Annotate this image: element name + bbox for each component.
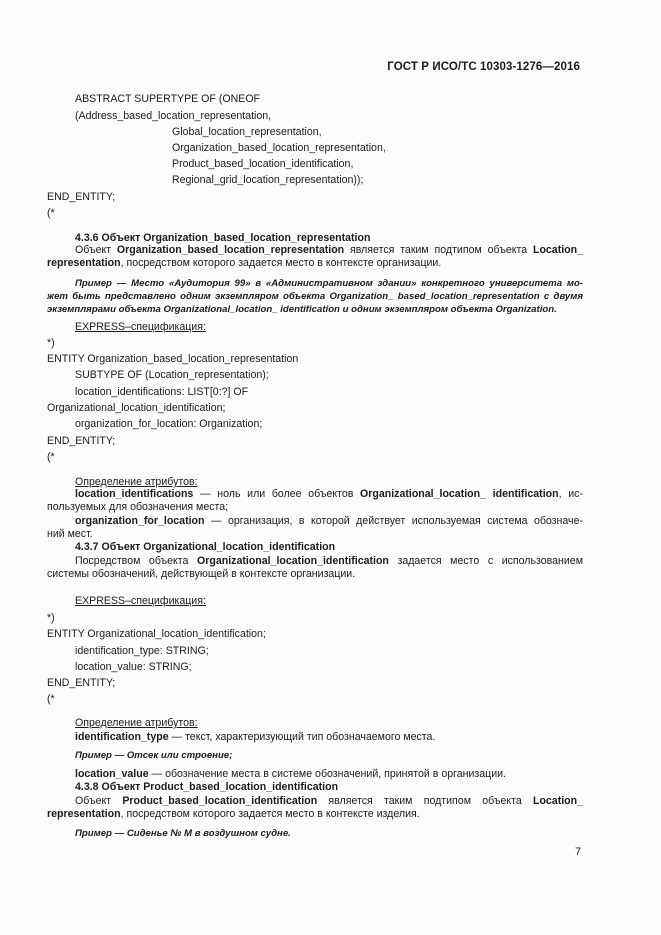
code-line: identification_type: STRING; bbox=[75, 645, 209, 657]
attribute-line: ний мест. bbox=[47, 528, 93, 540]
code-line: (* bbox=[47, 207, 55, 219]
express-spec-label: EXPRESS–спецификация: bbox=[75, 321, 206, 333]
paragraph-line: системы обозначений, действующей в контексте организации. bbox=[47, 568, 356, 580]
code-line: location_value: STRING; bbox=[75, 661, 192, 673]
code-line: SUBTYPE OF (Location_representation); bbox=[75, 369, 269, 381]
page-number: 7 bbox=[575, 846, 581, 858]
code-line: location_identifications: LIST[0:?] OF bbox=[75, 386, 249, 398]
attribute-line: identification_type — текст, характеризующий тип обозначаемого места. bbox=[75, 731, 436, 743]
section-heading: 4.3.7 Объект Organizational_location_identification bbox=[75, 541, 336, 553]
code-line: ABSTRACT SUPERTYPE OF (ONEOF bbox=[75, 93, 261, 105]
code-line: (* bbox=[47, 451, 55, 463]
document-header: ГОСТ Р ИСО/ТС 10303-1276—2016 bbox=[387, 61, 580, 73]
code-line: Organization_based_location_representation, bbox=[172, 142, 386, 154]
attribute-line: organization_for_location — организация, в которой действует используемая система обозначе- bbox=[75, 515, 583, 527]
paragraph-line: representation, посредством которого задается место в контексте изделия. bbox=[47, 808, 420, 820]
attribute-line: location_value — обозначение места в системе обозначений, принятой в организации. bbox=[75, 768, 506, 780]
code-line: organization_for_location: Organization; bbox=[75, 418, 263, 430]
code-line: END_ENTITY; bbox=[47, 677, 116, 689]
attribute-line: location_identifications — ноль или более объектов Organizational_location_ identification, ис- bbox=[75, 488, 583, 500]
code-line: END_ENTITY; bbox=[47, 435, 116, 447]
code-line: (Address_based_location_representation, bbox=[75, 110, 272, 122]
example-line: Пример — Отсек или строение; bbox=[75, 750, 233, 761]
example-line: жет быть представлено одним экземпляром объекта Organization_ based_location_representation с двумя bbox=[47, 291, 583, 302]
paragraph-line: Посредством объекта Organizational_location_identification задается место с использованием bbox=[75, 555, 583, 567]
paragraph-line: representation, посредством которого задается место в контексте организации. bbox=[47, 257, 442, 269]
section-heading: 4.3.8 Объект Product_based_location_identification bbox=[75, 781, 339, 793]
paragraph-line: Объект Organization_based_location_representation является таким подтипом объекта Location_ bbox=[75, 244, 583, 256]
example-line: Пример — Место «Аудитория 99» в «Административном здании» конкретного университета мо- bbox=[75, 278, 583, 289]
code-line: Organizational_location_identification; bbox=[47, 402, 226, 414]
code-line: ENTITY Organizational_location_identification; bbox=[47, 628, 266, 640]
paragraph-line: Объект Product_based_location_identification является таким подтипом объекта Location_ bbox=[75, 795, 583, 807]
code-line: *) bbox=[47, 612, 55, 624]
code-line: ENTITY Organization_based_location_representation bbox=[47, 353, 299, 365]
code-line: (* bbox=[47, 693, 55, 705]
code-line: *) bbox=[47, 337, 55, 349]
code-line: END_ENTITY; bbox=[47, 191, 116, 203]
example-line: Пример — Сиденье № М в воздушном судне. bbox=[75, 828, 291, 839]
code-line: Product_based_location_identification, bbox=[172, 158, 354, 170]
code-line: Regional_grid_location_representation)); bbox=[172, 174, 364, 186]
attribute-line: пользуемых для обозначения места; bbox=[47, 501, 229, 513]
code-line: Global_location_representation, bbox=[172, 126, 322, 138]
example-line: экземплярами объекта Organizational_location_ identification и одним экземпляром объекта Organization. bbox=[47, 304, 557, 315]
section-heading: 4.3.6 Объект Organization_based_location_representation bbox=[75, 232, 371, 244]
express-spec-label: EXPRESS–спецификация: bbox=[75, 595, 206, 607]
attributes-title: Определение атрибутов: bbox=[75, 717, 198, 729]
attributes-title: Определение атрибутов: bbox=[75, 476, 198, 488]
